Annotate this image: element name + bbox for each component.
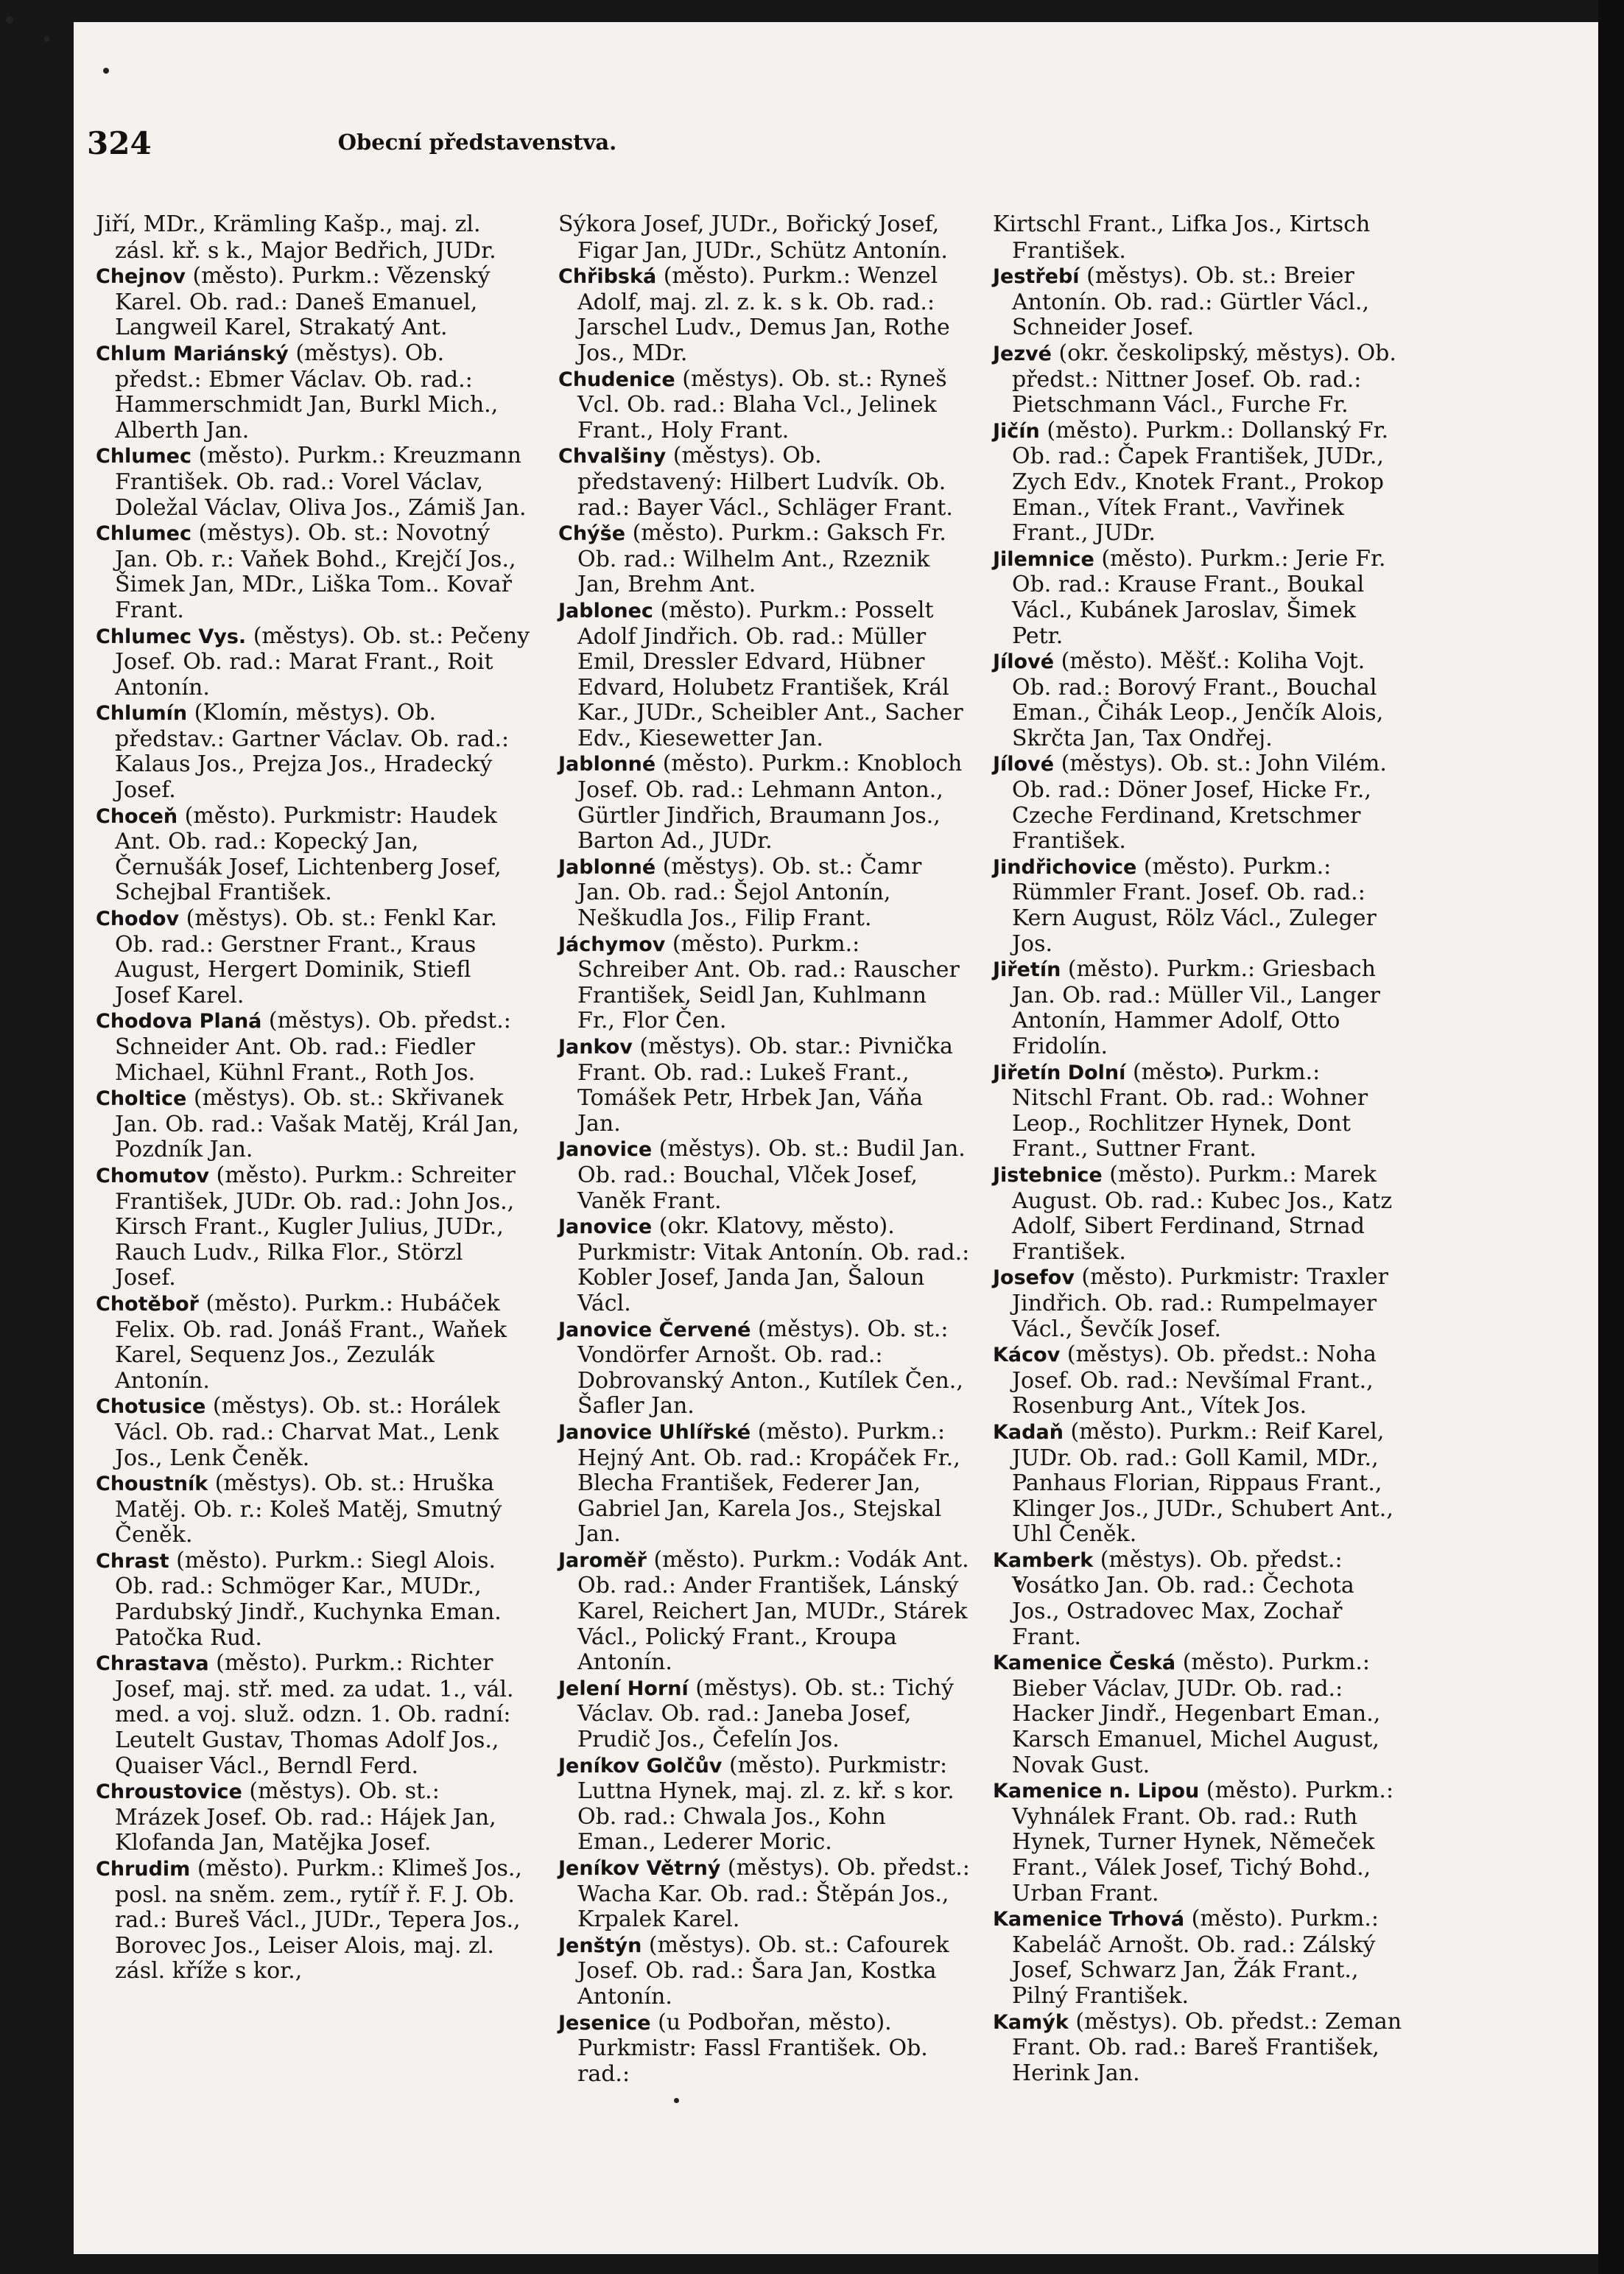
entry-town: Jelení Horní <box>558 1677 689 1700</box>
entry-details: (městys). Ob. st.: Cafourek Josef. Ob. rad.: Šara Jan, Kostka Antonín. <box>577 1931 949 2010</box>
directory-entry <box>558 1137 971 1214</box>
entry-details: (město). Purkm.: Wenzel Adolf, maj. zl. z. k. s k. Ob. rad.: Jarschel Ludv., Demus Jan, Rothe Jos., MDr. <box>577 263 950 366</box>
directory-entry <box>96 1471 530 1548</box>
directory-entry <box>558 212 971 264</box>
entry-town: Jílové <box>993 753 1055 776</box>
entry-town: Jestřebí <box>993 265 1080 289</box>
directory-entry <box>96 264 530 341</box>
entry-town: Janovice <box>558 1215 653 1239</box>
entry-details: (město). Purkm.: Nitschl Frant. Ob. rad.: Wohner Leop., Rochlitzer Hynek, Dont Frant., Suttner Frant. <box>1012 1059 1368 1162</box>
entry-town: Chodova Planá <box>96 1010 262 1034</box>
directory-entry <box>96 212 530 264</box>
entry-town: Kadaň <box>993 1420 1064 1444</box>
entry-town: Chudenice <box>558 368 675 391</box>
entry-details: (město). Purkm.: Klimeš Jos., posl. na sněm. zem., rytíř ř. F. J. Ob. rad.: Bureš Václ., JUDr., Tepera Jos., Borovec Jos., Leiser Alois, maj. zl. zásl. kříže s kor., <box>115 1856 522 1985</box>
column-1 <box>96 212 530 1985</box>
directory-entry <box>96 804 530 906</box>
entry-details: (město). Purkm.: Dollanský Fr. Ob. rad.: Čapek František, JUDr., Zych Edv., Knotek Frant., Prokop Eman., Vítek Frant., Vavřinek Frant., JUDr. <box>1012 417 1389 547</box>
entry-details: (město). Měšť.: Koliha Vojt. Ob. rad.: Borový Frant., Bouchal Eman., Čihák Leop., Jenčík Alois, Skrčta Jan, Tax Ondřej. <box>1012 648 1384 751</box>
entry-details: (městys). Ob. st.: John Vilém. Ob. rad.: Döner Josef, Hicke Fr., Czeche Ferdinand, Kretschmer František. <box>1012 751 1387 854</box>
directory-entry <box>993 1162 1405 1265</box>
entry-details: (městys). Ob. předst.: Wacha Kar. Ob. rad.: Štěpán Jos., Krpalek Karel. <box>577 1855 970 1933</box>
entry-town: Chvalšiny <box>558 445 667 469</box>
entry-details: (městys). Ob. st.: Čamr Jan. Ob. rad.: Šejol Antonín, Neškudla Jos., Filip Frant. <box>577 853 922 932</box>
entry-details: (město). Purkm.: Posselt Adolf Jindřich. Ob. rad.: Müller Emil, Dressler Edvard, Hübner Edvard, Holubetz František, Král Kar., JUDr., Scheibler Ant., Sacher Edv., Kiesewetter Jan. <box>577 597 963 751</box>
running-title: Obecní představenstva. <box>337 130 617 155</box>
entry-details: (městys). Ob. st.: Novotný Jan. Ob. r.: Vaňek Bohd., Krejčí Jos., Šimek Jan, MDr., Liška Tom.. Kovař Frant. <box>115 520 516 623</box>
entry-details: (město). Purkmistr: Haudek Ant. Ob. rad.: Kopecký Jan, Černušák Josef, Lichtenberg Josef, Schejbal František. <box>115 802 502 906</box>
entry-details: (město). Purkm.: Kreuzmann František. Ob. rad.: Vorel Václav, Doležal Václav, Oliva Jos., Zámiš Jan. <box>115 443 527 521</box>
entry-details: (městys). Ob. předst.: Ebmer Václav. Ob. rad.: Hammerschmidt Jan, Burkl Mich., Alberth Jan. <box>115 340 499 443</box>
entry-details: (město). Purkm.: Marek August. Ob. rad.: Kubec Jos., Katz Adolf, Sibert Ferdinand, Strnad František. <box>1012 1161 1393 1265</box>
entry-details: (město). Purkm.: Schreiber Ant. Ob. rad.: Rauscher František, Seidl Jan, Kuhlmann Fr., Flor Čen. <box>577 930 960 1034</box>
directory-entry <box>993 212 1405 264</box>
speck <box>674 2098 679 2103</box>
speck <box>44 35 49 42</box>
entry-town: Choustník <box>96 1473 208 1496</box>
entry-details: (městys). Ob. st.: Vondörfer Arnošt. Ob. rad.: Dobrovanský Anton., Kutílek Čen., Šafler Jan. <box>577 1316 963 1420</box>
directory-entry <box>96 701 530 803</box>
scan-border <box>1598 0 1624 2274</box>
entry-details: (městys). Ob. st.: Mrázek Josef. Ob. rad.: Hájek Jan, Klofanda Jan, Matějka Josef. <box>115 1778 496 1856</box>
directory-entry <box>993 1342 1405 1420</box>
entry-town: Jilemnice <box>993 547 1094 571</box>
entry-details: Jiří, MDr., Krämling Kašp., maj. zl. zásl. kř. s k., Major Bedřich, JUDr. <box>96 211 496 264</box>
entry-town: Chlumec Vys. <box>96 625 247 648</box>
entry-details: (městys). Ob. st.: Fenkl Kar. Ob. rad.: Gerstner Frant., Kraus August, Hergert Dominik, Stiefl Josef Karel. <box>115 905 498 1008</box>
entry-details: (u Podbořan, město). Purkmistr: Fassl František. Ob. rad.: <box>577 2009 928 2087</box>
directory-entry <box>993 1548 1405 1650</box>
directory-entry <box>993 264 1405 341</box>
entry-details: (město). Purkm.: Kabeláč Arnošt. Ob. rad.: Zálský Josef, Schwarz Jan, Žák Frant., Pilný František. <box>1012 1906 1379 2009</box>
entry-details: (městys). Ob. star.: Pivnička Frant. Ob. rad.: Lukeš Frant., Tomášek Petr, Hrbek Jan, Váňa Jan. <box>577 1034 953 1137</box>
entry-town: Kamýk <box>993 2010 1069 2034</box>
entry-details: (okr. českolipský, městys). Ob. předst.: Nittner Josef. Ob. rad.: Pietschmann Václ., Furche Fr. <box>1012 340 1396 418</box>
directory-entry <box>96 1651 530 1779</box>
entry-details: (městys). Ob. předst.: Noha Josef. Ob. rad.: Nevšímal Frant., Rosenburg Ant., Vítek Jos. <box>1012 1341 1377 1420</box>
entry-details: (město). Purkm.: Vězenský Karel. Ob. rad.: Daneš Emanuel, Langweil Karel, Strakatý Ant. <box>115 263 491 341</box>
entry-town: Chlum Mariánský <box>96 342 289 365</box>
entry-details: (město). Purkm.: Siegl Alois. Ob. rad.: Schmöger Kar., MUDr., Pardubský Jindř., Kuchynka Eman. Patočka Rud. <box>115 1547 502 1651</box>
column-3 <box>993 212 1405 2086</box>
entry-details: (městys). Ob. st.: Hruška Matěj. Ob. r.: Koleš Matěj, Smutný Čeněk. <box>115 1470 502 1548</box>
entry-details: (městys). Ob. st.: Ryneš Vcl. Ob. rad.: Blaha Vcl., Jelinek Frant., Holy Frant. <box>577 365 947 443</box>
entry-details: (město). Purkm.: Reif Karel, JUDr. Ob. rad.: Goll Kamil, MDr., Panhaus Florian, Rippaus Frant., Klinger Jos., JUDr., Schubert Ant., Uhl Čeněk. <box>1012 1418 1393 1548</box>
directory-entry <box>96 1008 530 1086</box>
entry-details: (městys). Ob. představený: Hilbert Ludvík. Ob. rad.: Bayer Václ., Schläger Frant. <box>577 443 953 521</box>
entry-town: Jablonné <box>558 855 656 879</box>
directory-entry <box>993 649 1405 751</box>
entry-town: Kácov <box>993 1344 1061 1367</box>
directory-entry <box>96 1086 530 1163</box>
entry-details: (město). Purkm.: Hejný Ant. Ob. rad.: Kropáček Fr., Blecha František, Federer Jan, Gabriel Jan, Karela Jos., Stejskal Jan. <box>577 1418 960 1548</box>
entry-town: Jablonné <box>558 753 656 776</box>
directory-entry <box>993 547 1405 649</box>
entry-town: Janovice Uhlířské <box>558 1420 751 1444</box>
entry-town: Chotusice <box>96 1395 206 1419</box>
entry-town: Chejnov <box>96 265 186 289</box>
entry-details: (městys). Ob. st.: Horálek Václ. Ob. rad.: Charvat Mat., Lenk Jos., Lenk Čeněk. <box>115 1393 500 1471</box>
entry-town: Jesenice <box>558 2011 651 2035</box>
entry-town: Jistebnice <box>993 1163 1103 1187</box>
entry-town: Jindřichovice <box>993 855 1137 879</box>
entry-town: Jiřetín <box>993 958 1061 982</box>
entry-town: Kamenice n. Lipou <box>993 1780 1200 1803</box>
directory-entry <box>993 418 1405 547</box>
directory-entry <box>96 906 530 1008</box>
entry-details: (městys). Ob. předst.: Zeman Frant. Ob. rad.: Bareš František, Herink Jan. <box>1012 2008 1402 2086</box>
directory-entry <box>558 1317 971 1420</box>
directory-entry <box>993 1650 1405 1778</box>
page-number: 324 <box>87 125 152 161</box>
entry-details: (město). Purkmistr: Traxler Jindřich. Ob. rad.: Rumpelmayer Václ., Ševčík Josef. <box>1012 1264 1388 1342</box>
entry-details: (městys). Ob. předst.: Vosátko Jan. Ob. rad.: Čechota Jos., Ostradovec Max, Zochař Frant. <box>1012 1546 1354 1650</box>
directory-entry <box>558 1214 971 1316</box>
directory-entry <box>993 1060 1405 1162</box>
directory-entry <box>993 1778 1405 1906</box>
directory-entry <box>558 1420 971 1548</box>
directory-entry <box>993 1265 1405 1342</box>
entry-town: Jeníkov Golčův <box>558 1754 723 1778</box>
directory-entry <box>993 341 1405 418</box>
entry-details: (městys). Ob. st.: Breier Antonín. Ob. rad.: Gürtler Václ., Schneider Josef. <box>1012 263 1370 341</box>
entry-details: (město). Purkm.: Knobloch Josef. Ob. rad.: Lehmann Anton., Gürtler Jindřich, Braumann Jos., Barton Ad., JUDr. <box>577 751 963 854</box>
entry-town: Jáchymov <box>558 933 666 956</box>
entry-town: Chřibská <box>558 265 657 289</box>
entry-town: Jičín <box>993 419 1040 443</box>
entry-town: Chýše <box>558 522 626 546</box>
entry-town: Chrudim <box>96 1858 191 1881</box>
directory-entry <box>993 2010 1405 2087</box>
directory-entry <box>96 521 530 623</box>
entry-details: Sýkora Josef, JUDr., Bořický Josef, Figar Jan, JUDr., Schütz Antonín. <box>558 211 948 264</box>
entry-town: Chotěboř <box>96 1292 199 1316</box>
entry-details: (město). Purkm.: Schreiter František, JUDr. Ob. rad.: John Jos., Kirsch Frant., Kugler Julius, JUDr., Rauch Ludv., Rilka Flor., Störzl Josef. <box>115 1162 516 1291</box>
entry-details: (městys). Ob. st.: Skřivanek Jan. Ob. rad.: Vašak Matěj, Král Jan, Pozdník Jan. <box>115 1085 519 1163</box>
entry-town: Chodov <box>96 908 180 931</box>
entry-details: (okr. Klatovy, město). Purkmistr: Vitak Antonín. Ob. rad.: Kobler Josef, Janda Jan, Šaloun Václ. <box>577 1213 970 1316</box>
entry-details: (město). Purkm.: Bieber Václav, JUDr. Ob. rad.: Hacker Jindř., Hegenbart Eman., Karsch Emanuel, Michel August, Novak Gust. <box>1012 1649 1381 1778</box>
entry-details: (město). Purkm.: Griesbach Jan. Ob. rad.: Müller Vil., Langer Antonín, Hammer Adolf, Otto Fridolín. <box>1012 956 1381 1059</box>
directory-entry <box>558 932 971 1034</box>
directory-entry <box>558 443 971 521</box>
entry-details: (město). Purkm.: Rümmler Frant. Josef. Ob. rad.: Kern August, Rölz Václ., Zuleger Jos. <box>1012 853 1377 957</box>
entry-town: Chlumec <box>96 445 191 469</box>
entry-town: Kamberk <box>993 1548 1094 1572</box>
entry-details: (městys). Ob. st.: Tichý Václav. Ob. rad.: Janeba Josef, Prudič Jos., Čefelín Jos. <box>577 1674 954 1753</box>
entry-details: (město). Purkmistr: Luttna Hynek, maj. zl. z. kř. s kor. Ob. rad.: Chwala Jos., Kohn Eman., Lederer Moric. <box>577 1752 955 1856</box>
entry-details: (městys). Ob. st.: Budil Jan. Ob. rad.: Bouchal, Vlček Josef, Vaněk Frant. <box>577 1136 966 1214</box>
directory-entry <box>96 1548 530 1651</box>
entry-details: Kirtschl Frant., Lifka Jos., Kirtsch František. <box>993 211 1371 264</box>
directory-entry <box>558 2010 971 2088</box>
entry-town: Janovice Červené <box>558 1318 751 1341</box>
entry-town: Chomutov <box>96 1164 209 1187</box>
entry-town: Jílové <box>993 650 1055 674</box>
directory-entry <box>558 1034 971 1137</box>
directory-entry <box>96 1291 530 1394</box>
entry-town: Josefov <box>993 1266 1075 1290</box>
directory-entry <box>558 521 971 598</box>
entry-details: (město). Purkm.: Vyhnálek Frant. Ob. rad.: Ruth Hynek, Turner Hynek, Němeček Frant., Válek Josef, Tichý Bohd., Urban Frant. <box>1012 1778 1394 1906</box>
directory-entry <box>96 341 530 443</box>
entry-town: Choceň <box>96 804 178 828</box>
directory-entry <box>558 1548 971 1676</box>
directory-entry <box>96 443 530 521</box>
directory-entry <box>558 1753 971 1856</box>
directory-entry <box>96 1394 530 1471</box>
directory-entry <box>558 264 971 366</box>
directory-entry <box>96 624 530 701</box>
entry-details: (město). Purkm.: Vodák Ant. Ob. rad.: Ander František, Lánský Karel, Reichert Jan, MUDr., Stárek Václ., Polický Frant., Kroupa Antonín. <box>577 1546 969 1676</box>
entry-town: Choltice <box>96 1087 187 1111</box>
entry-town: Chlumec <box>96 522 191 546</box>
directory-entry <box>993 1420 1405 1548</box>
entry-details: (Klomín, městys). Ob. představ.: Gartner Václav. Ob. rad.: Kalaus Jos., Prejza Jos., Hradecký Josef. <box>115 700 510 804</box>
directory-entry <box>558 751 971 854</box>
speck <box>103 68 109 74</box>
entry-town: Janovice <box>558 1138 653 1162</box>
entry-town: Chlumín <box>96 702 188 726</box>
directory-entry <box>558 1676 971 1753</box>
directory-entry <box>993 1906 1405 2009</box>
entry-details: (město). Purkm.: Jerie Fr. Ob. rad.: Krause Frant., Boukal Václ., Kubánek Jaroslav, Šimek Petr. <box>1012 545 1386 649</box>
entry-town: Jankov <box>558 1036 633 1059</box>
column-2 <box>558 212 971 2087</box>
entry-town: Chrastava <box>96 1652 209 1676</box>
directory-entry <box>993 957 1405 1059</box>
entry-town: Kamenice Česká <box>993 1652 1176 1675</box>
entry-town: Jiřetín Dolní <box>993 1061 1126 1084</box>
entry-details: (městys). Ob. st.: Pečeny Josef. Ob. rad.: Marat Frant., Roit Antonín. <box>115 622 530 701</box>
directory-entry <box>558 1933 971 2010</box>
entry-town: Jezvé <box>993 342 1052 365</box>
directory-entry <box>96 1163 530 1291</box>
entry-town: Kamenice Trhová <box>993 1908 1185 1931</box>
directory-entry <box>558 367 971 444</box>
entry-details: (město). Purkm.: Richter Josef, maj. stř. med. za udat. 1., vál. med. a voj. služ. odzn. 1. Ob. radní: Leutelt Gustav, Thomas Adolf Jos., Quaiser Václ., Berndl Ferd. <box>115 1650 514 1779</box>
directory-entry <box>96 1856 530 1985</box>
entry-town: Jeníkov Větrný <box>558 1857 721 1880</box>
directory-entry <box>96 1779 530 1856</box>
page-header <box>87 125 971 177</box>
directory-entry <box>558 1856 971 1933</box>
directory-entry <box>993 854 1405 957</box>
entry-details: (město). Purkm.: Gaksch Fr. Ob. rad.: Wilhelm Ant., Rzeznik Jan, Brehm Ant. <box>577 520 946 598</box>
entry-town: Jenštýn <box>558 1934 642 1957</box>
entry-details: (městys). Ob. předst.: Schneider Ant. Ob. rad.: Fiedler Michael, Kühnl Frant., Roth Jos. <box>115 1008 511 1086</box>
directory-entry <box>558 854 971 932</box>
entry-town: Jablonec <box>558 599 653 622</box>
speck <box>6 16 13 24</box>
directory-entry <box>993 751 1405 854</box>
directory-entry <box>558 598 971 752</box>
entry-details: (město). Purkm.: Hubáček Felix. Ob. rad. Jonáš Frant., Waňek Karel, Sequenz Jos., Zezulák Antonín. <box>115 1290 507 1394</box>
entry-town: Chroustovice <box>96 1780 242 1804</box>
entry-town: Chrast <box>96 1549 169 1573</box>
entry-town: Jaroměř <box>558 1548 647 1572</box>
